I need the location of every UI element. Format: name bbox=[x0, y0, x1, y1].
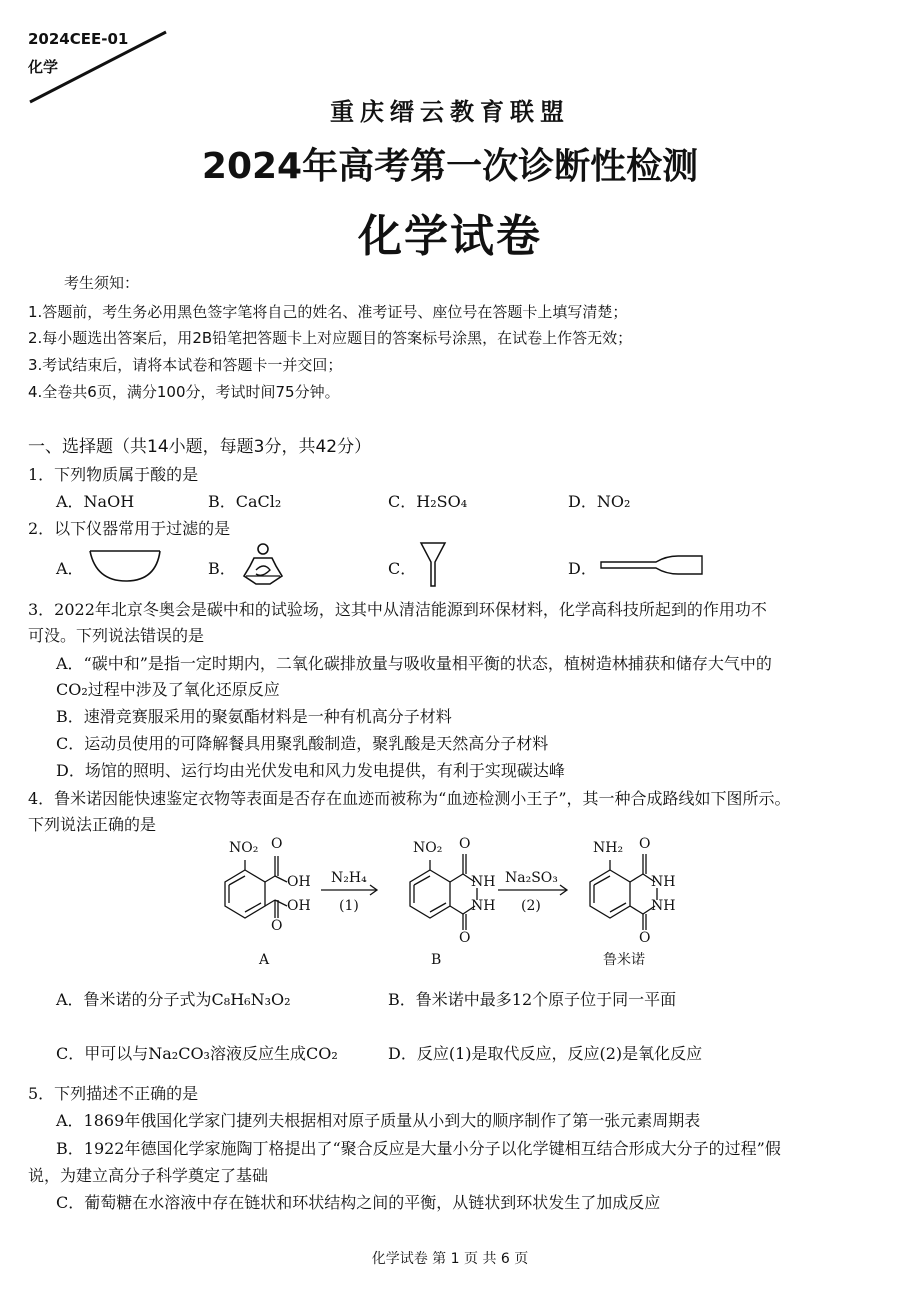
question-3-stem-cont: 可没。下列说法错误的是 bbox=[28, 626, 205, 645]
question-1-stem: 1．下列物质属于酸的是 bbox=[28, 465, 199, 484]
question-1-option-a: A．NaOH bbox=[56, 492, 135, 511]
oxygen-label: O bbox=[271, 836, 283, 852]
no2-label: NO₂ bbox=[229, 840, 259, 856]
question-3-stem: 3．2022年北京冬奥会是碳中和的试验场，这其中从清洁能源到环保材料，化学高科技所起到的作用功不 bbox=[28, 600, 767, 619]
notice-item: 1.答题前，考生务必用黑色签字笔将自己的姓名、准考证号、座位号在答题卡上填写清楚； bbox=[28, 303, 628, 321]
question-5-option-c: C．葡萄糖在水溶液中存在链状和环状结构之间的平衡，从链状到环状发生了加成反应 bbox=[56, 1193, 661, 1212]
reagent-1-label: N₂H₄ bbox=[331, 870, 367, 886]
compound-a-label: A bbox=[259, 952, 270, 968]
notice-item: 2.每小题选出答案后，用2B铅笔把答题卡上对应题目的答案标号涂黑，在试卷上作答无效； bbox=[28, 329, 633, 347]
question-1-option-d: D．NO₂ bbox=[568, 492, 631, 511]
question-1-option-b: B．CaCl₂ bbox=[208, 492, 282, 511]
question-5-option-b: B．1922年德国化学家施陶丁格提出了“聚合反应是大量小分子以化学键相互结合形成大分子的过程”假 bbox=[56, 1139, 781, 1158]
page-footer: 化学试卷 第 1 页 共 6 页 bbox=[371, 1251, 529, 1267]
question-2-option-a: A． bbox=[56, 559, 84, 578]
question-3-option-b: B．速滑竞赛服采用的聚氨酯材料是一种有机高分子材料 bbox=[56, 707, 452, 726]
oxygen-label: O bbox=[271, 918, 283, 934]
notice-title: 考生须知： bbox=[64, 274, 140, 292]
crucible-tongs-icon bbox=[240, 540, 286, 588]
notice-item: 3.考试结束后，请将本试卷和答题卡一并交回； bbox=[28, 356, 343, 374]
reagent-2-label: Na₂SO₃ bbox=[505, 870, 558, 886]
nh-label: NH bbox=[471, 874, 496, 890]
question-5-stem: 5．下列描述不正确的是 bbox=[28, 1084, 199, 1103]
question-2-option-b: B． bbox=[208, 559, 236, 578]
question-3-option-a: A．“碳中和”是指一定时期内，二氧化碳排放量与吸收量相平衡的状态，植树造林捕获和储存大气中的 bbox=[56, 654, 772, 673]
nh-label: NH bbox=[651, 874, 676, 890]
test-tube-icon bbox=[598, 552, 708, 578]
no2-label: NO₂ bbox=[413, 840, 443, 856]
question-2-option-c: C． bbox=[388, 559, 417, 578]
compound-b-ring bbox=[410, 870, 450, 918]
luminol-synthesis-scheme bbox=[195, 830, 715, 970]
question-3-option-a-cont: CO₂过程中涉及了氧化还原反应 bbox=[56, 680, 280, 699]
oh-label: OH bbox=[287, 874, 311, 890]
section-heading: 一、选择题（共14小题，每题3分，共42分） bbox=[28, 437, 372, 457]
oh-label: OH bbox=[287, 898, 311, 914]
question-4-stem: 4．鲁米诺因能快速鉴定衣物等表面是否存在血迹而被称为“血迹检测小王子”，其一种合成路线如下图所示。 bbox=[28, 789, 791, 808]
nh2-label: NH₂ bbox=[593, 840, 624, 856]
question-4-option-c: C．甲可以与Na₂CO₃溶液反应生成CO₂ bbox=[56, 1044, 338, 1063]
oxygen-label: O bbox=[459, 836, 471, 852]
subject-label: 化学 bbox=[28, 58, 59, 76]
oxygen-label: O bbox=[639, 930, 651, 946]
oxygen-label: O bbox=[639, 836, 651, 852]
organization-title: 重庆缙云教育联盟 bbox=[330, 98, 570, 126]
evaporating-dish-icon bbox=[86, 545, 166, 585]
step-1-label: (1) bbox=[339, 898, 359, 914]
exam-code: 2024CEE-01 bbox=[28, 30, 129, 48]
nh-label: NH bbox=[471, 898, 496, 914]
question-4-option-a: A．鲁米诺的分子式为C₈H₆N₃O₂ bbox=[56, 990, 291, 1009]
notice-item: 4.全卷共6页，满分100分，考试时间75分钟。 bbox=[28, 383, 340, 401]
nh-label: NH bbox=[651, 898, 676, 914]
question-3-option-c: C．运动员使用的可降解餐具用聚乳酸制造，聚乳酸是天然高分子材料 bbox=[56, 734, 549, 753]
question-2-option-d: D． bbox=[568, 559, 597, 578]
question-4-stem-cont: 下列说法正确的是 bbox=[28, 815, 157, 834]
question-2-stem: 2．以下仪器常用于过滤的是 bbox=[28, 519, 231, 538]
question-5-option-b-cont: 说，为建立高分子科学奠定了基础 bbox=[28, 1166, 269, 1185]
oxygen-label: O bbox=[459, 930, 471, 946]
question-5-option-a: A．1869年俄国化学家门捷列夫根据相对原子质量从小到大的顺序制作了第一张元素周期表 bbox=[56, 1111, 701, 1130]
funnel-icon bbox=[418, 540, 448, 590]
compound-a-ring bbox=[225, 870, 265, 918]
exam-title: 2024年高考第一次诊断性检测 bbox=[201, 146, 699, 187]
paper-title: 化学试卷 bbox=[358, 211, 542, 262]
question-4-option-b: B．鲁米诺中最多12个原子位于同一平面 bbox=[388, 990, 677, 1009]
question-3-option-d: D．场馆的照明、运行均由光伏发电和风力发电提供，有利于实现碳达峰 bbox=[56, 761, 565, 780]
step-2-label: (2) bbox=[521, 898, 541, 914]
question-1-option-c: C．H₂SO₄ bbox=[388, 492, 468, 511]
question-4-option-d: D．反应(1)是取代反应，反应(2)是氧化反应 bbox=[388, 1044, 703, 1063]
luminol-ring bbox=[590, 870, 630, 918]
compound-b-label: B bbox=[431, 952, 442, 968]
luminol-label: 鲁米诺 bbox=[603, 952, 645, 968]
